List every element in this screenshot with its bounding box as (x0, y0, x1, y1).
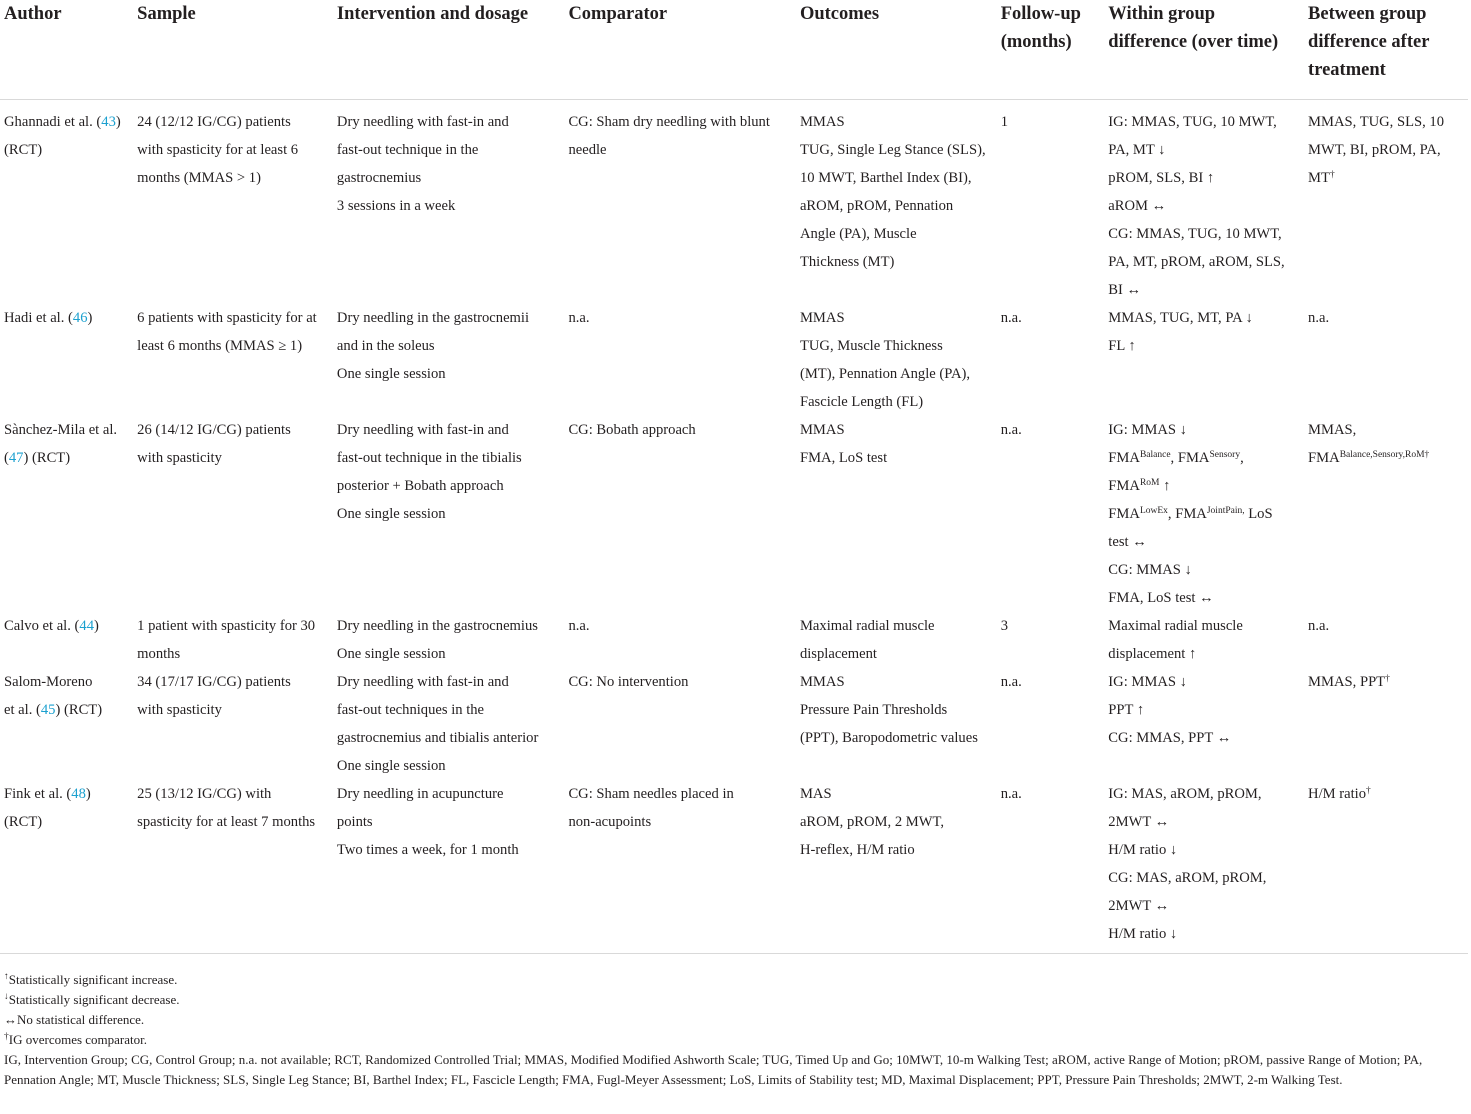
sample-cell (133, 416, 333, 612)
cell-line: spasticity for at least 7 months (137, 814, 316, 830)
cell-line: 2MWT ↔ (1108, 814, 1170, 830)
fma-label: FMA (1108, 478, 1140, 494)
author-line (4, 808, 129, 836)
outcomes-cell (796, 100, 997, 305)
cell-line: Angle (PA), Muscle (799, 226, 917, 242)
comma: , (1240, 450, 1244, 466)
cell-line: fast-out techniques in the (336, 702, 485, 718)
footnote-abbreviations: IG, Intervention Group; CG, Control Group; n.a. not available; RCT, Randomized Controlled Trial; MMAS, Modified Modified Ashworth Scale; TUG, Timed Up and Go; 10MWT, 10-m Walking Test; aROM, active Range of Motion; pROM, passive Range of Motion; PA, Pennation Angle; MT, Muscle Thickness; SLS, Single Leg Stance; BI, Barthel Index; FL, Fascicle Length; FMA, Fugl-Meyer Assessment; LoS, Limits of Stability test; MD, Maximal Displacement; PPT, Pressure Pain Thresholds; 2MWT, 2-m Walking Test. (4, 1052, 1423, 1087)
sample-cell (133, 100, 333, 305)
cell-line: n.a. (1000, 674, 1022, 690)
table-row (0, 668, 1468, 780)
within-cg: CG: MMAS ↓ (1108, 562, 1192, 578)
author-cell (0, 668, 133, 780)
up-arrow: ↑ (1163, 478, 1171, 494)
cell-line: TUG, Muscle Thickness (799, 338, 943, 354)
cell-line: least 6 months (MMAS ≥ 1) (137, 338, 303, 354)
outcomes-cell (796, 416, 997, 612)
cell-line: n.a. (1000, 422, 1022, 438)
cell-line: MMAS (799, 674, 845, 690)
author-cell (0, 304, 133, 416)
cell-line: One single session (336, 366, 446, 382)
superscript: Sensory (1209, 450, 1241, 460)
fma-label: FMA (1175, 506, 1207, 522)
between-text: H/M ratio (1308, 786, 1367, 802)
reference-link[interactable]: 47 (8, 450, 24, 466)
intervention-cell (333, 612, 565, 668)
cell-line (1108, 416, 1300, 444)
author-cell (0, 100, 133, 305)
study-design: (RCT) (4, 814, 43, 830)
cell-line: 10 MWT, Barthel Index (BI), (799, 170, 972, 186)
cell-line (1108, 556, 1300, 584)
cell-line: 24 (12/12 IG/CG) patients (137, 114, 291, 130)
table-body (0, 100, 1468, 954)
cell-line: 26 (14/12 IG/CG) patients (137, 422, 291, 438)
cell-line: Maximal radial muscle (799, 618, 935, 634)
followup-cell (997, 416, 1105, 612)
cell-line: Pressure Pain Thresholds (799, 702, 948, 718)
sample-cell (133, 668, 333, 780)
cell-line: months (137, 646, 181, 662)
cell-line: MMAS (799, 422, 845, 438)
outcomes-cell (796, 304, 997, 416)
author-name: Calvo et al. ( (4, 618, 80, 634)
cell-line: non-acupoints (568, 814, 652, 830)
cell-line: TUG, Single Leg Stance (SLS), (799, 142, 986, 158)
between-text: MMAS, TUG, SLS, 10 (1308, 114, 1445, 130)
cell-line: n.a. (568, 310, 590, 326)
within-cg-fma: FMA, LoS test ↔ (1108, 590, 1214, 606)
cell-line (1308, 164, 1464, 192)
within-ig: IG: MMAS ↓ (1108, 422, 1187, 438)
outcomes-cell (796, 612, 997, 668)
cell-line: Fascicle Length (FL) (799, 394, 924, 410)
author-line (4, 136, 129, 164)
superscript: JointPain, (1206, 506, 1245, 516)
cell-line: CG: MMAS, PPT ↔ (1108, 730, 1232, 746)
table-row (0, 304, 1468, 416)
cell-line: PA, MT ↓ (1108, 142, 1166, 158)
superscript: Balance,Sensory,RoM† (1339, 450, 1430, 460)
between-cell (1304, 612, 1468, 668)
cell-line: MAS (799, 786, 832, 802)
intervention-cell (333, 304, 565, 416)
comparator-cell (564, 668, 796, 780)
cell-line: CG: Sham dry needling with blunt (568, 114, 770, 130)
cell-line: pROM, SLS, BI ↑ (1108, 170, 1215, 186)
between-cell (1304, 780, 1468, 954)
cell-line (1308, 108, 1464, 136)
cell-line: One single session (336, 506, 446, 522)
author-cell (0, 780, 133, 954)
cell-line: Dry needling with fast-in and (336, 422, 509, 438)
cell-line (1108, 472, 1300, 500)
followup-cell (997, 668, 1105, 780)
followup-cell (997, 612, 1105, 668)
within-cell (1104, 780, 1304, 954)
comparator-cell (564, 612, 796, 668)
study-design: (RCT) (4, 142, 43, 158)
reference-link[interactable]: 48 (71, 786, 86, 802)
header-followup: Follow-up (months) (997, 0, 1105, 100)
footnote-decrease: ↓Statistically significant decrease. (4, 992, 180, 1007)
reference-link[interactable]: 45 (40, 702, 56, 718)
outcomes-cell (796, 668, 997, 780)
cell-line: with spasticity for at least 6 (137, 142, 299, 158)
author-prefix: et al. ( (4, 702, 41, 718)
cell-line: 1 patient with spasticity for 30 (137, 618, 316, 634)
between-cell (1304, 304, 1468, 416)
cell-line (1308, 668, 1464, 696)
cell-line: aROM ↔ (1108, 198, 1167, 214)
within-cell (1104, 304, 1304, 416)
cell-line: CG: MAS, aROM, pROM, (1108, 870, 1267, 886)
cell-line: with spasticity (137, 450, 222, 466)
cell-line: H/M ratio ↓ (1108, 926, 1178, 942)
author-tail: ) (87, 310, 93, 326)
cell-line: Dry needling in the gastrocnemii (336, 310, 530, 326)
cell-line (1108, 444, 1300, 472)
cell-line: Dry needling with fast-in and (336, 114, 509, 130)
followup-cell (997, 780, 1105, 954)
author-line (4, 304, 129, 332)
cell-line: 25 (13/12 IG/CG) with (137, 786, 272, 802)
reference-link[interactable]: 46 (72, 310, 88, 326)
superscript: † (1366, 786, 1371, 796)
between-text: n.a. (1308, 310, 1330, 326)
cell-line: FMA, LoS test (799, 450, 888, 466)
header-row (0, 0, 1468, 100)
fma-label: FMA (1308, 450, 1340, 466)
comparator-cell (564, 780, 796, 954)
table-row (0, 100, 1468, 305)
cell-line: 34 (17/17 IG/CG) patients (137, 674, 291, 690)
between-text: MMAS, PPT (1308, 674, 1386, 690)
comparator-cell (564, 304, 796, 416)
cell-line: Dry needling in acupuncture (336, 786, 504, 802)
author-line (4, 612, 129, 640)
cell-line: Thickness (MT) (799, 254, 895, 270)
cell-line: IG: MMAS ↓ (1108, 674, 1187, 690)
los-label: LoS (1248, 506, 1273, 522)
cell-line: Maximal radial muscle (1108, 618, 1243, 634)
comparator-cell (564, 416, 796, 612)
reference-link[interactable]: 43 (101, 114, 116, 130)
cell-line: (PPT), Baropodometric values (799, 730, 978, 746)
author-line (4, 444, 129, 472)
cell-line: needle (568, 142, 607, 158)
cell-line: MMAS (799, 114, 845, 130)
fma-label: FMA (1177, 450, 1210, 466)
footnote-dagger: †IG overcomes comparator. (4, 1032, 148, 1047)
comparator-cell (564, 100, 796, 305)
cell-line: months (MMAS > 1) (137, 170, 261, 186)
author-name: Fink et al. ( (4, 786, 72, 802)
header-comparator: Comparator (564, 0, 796, 100)
footnote-no-difference: ↔No statistical difference. (4, 1012, 145, 1027)
cell-line: MMAS, TUG, MT, PA ↓ (1108, 310, 1253, 326)
reference-link[interactable]: 44 (79, 618, 94, 634)
cell-line: fast-out technique in the (336, 142, 479, 158)
fma-label: FMA (1108, 450, 1140, 466)
sample-cell (133, 612, 333, 668)
cell-line: n.a. (1000, 310, 1022, 326)
superscript: LowEx (1139, 506, 1168, 516)
cell-line: Dry needling with fast-in and (336, 674, 509, 690)
followup-cell (997, 100, 1105, 305)
cell-line: CG: No intervention (568, 674, 689, 690)
cell-line: (MT), Pennation Angle (PA), (799, 366, 971, 382)
between-text: n.a. (1308, 618, 1330, 634)
followup-cell (997, 304, 1105, 416)
author-tail: ) (RCT) (23, 450, 71, 466)
header-between: Between group difference after treatment (1304, 0, 1468, 100)
author-cell (0, 612, 133, 668)
author-name: Sànchez-Mila et al. (4, 422, 118, 438)
cell-line: displacement ↑ (1108, 646, 1197, 662)
sample-cell (133, 304, 333, 416)
cell-line: BI ↔ (1108, 282, 1142, 298)
cell-line: Dry needling in the gastrocnemius (336, 618, 538, 634)
cell-line: 6 patients with spasticity for at (137, 310, 317, 326)
header-within: Within group difference (over time) (1104, 0, 1304, 100)
header-intervention: Intervention and dosage (333, 0, 565, 100)
cell-line: 2MWT ↔ (1108, 898, 1170, 914)
cell-line: MMAS (799, 310, 845, 326)
cell-line (1108, 584, 1300, 612)
superscript: Balance (1139, 450, 1171, 460)
between-text: MT (1308, 170, 1330, 186)
author-line (4, 668, 129, 696)
within-cell (1104, 612, 1304, 668)
cell-line: 3 sessions in a week (336, 198, 456, 214)
cell-line: aROM, pROM, 2 MWT, (799, 814, 944, 830)
cell-line: displacement (799, 646, 877, 662)
cell-line: PPT ↑ (1108, 702, 1145, 718)
cell-line: One single session (336, 646, 446, 662)
cell-line: FL ↑ (1108, 338, 1136, 354)
table-row (0, 416, 1468, 612)
los-test: test ↔ (1108, 534, 1147, 550)
between-text: MWT, BI, pROM, PA, (1308, 142, 1441, 158)
between-cell (1304, 100, 1468, 305)
cell-line: CG: Bobath approach (568, 422, 696, 438)
cell-line (1108, 500, 1300, 528)
cell-line (1108, 528, 1300, 556)
intervention-cell (333, 780, 565, 954)
author-name: Salom-Moreno (4, 674, 93, 690)
fma-label: FMA (1108, 506, 1140, 522)
cell-line: and in the soleus (336, 338, 435, 354)
author-cell (0, 416, 133, 612)
header-author: Author (0, 0, 133, 100)
cell-line: fast-out technique in the tibialis (336, 450, 522, 466)
author-tail: ) (93, 618, 99, 634)
cell-line: One single session (336, 758, 446, 774)
between-cell (1304, 416, 1468, 612)
header-outcomes: Outcomes (796, 0, 997, 100)
cell-line: points (336, 814, 373, 830)
cell-line: H-reflex, H/M ratio (799, 842, 915, 858)
footnote-increase: ↑Statistically significant increase. (4, 972, 178, 987)
comma: , (1167, 506, 1172, 522)
cell-line: n.a. (1000, 786, 1022, 802)
cell-line (1308, 612, 1464, 640)
author-tail: ) (115, 114, 121, 130)
author-tail: ) (RCT) (55, 702, 103, 718)
cell-line: H/M ratio ↓ (1108, 842, 1178, 858)
cell-line (1308, 444, 1464, 472)
sample-cell (133, 780, 333, 954)
superscript: RoM (1139, 478, 1160, 488)
header-sample: Sample (133, 0, 333, 100)
between-cell (1304, 668, 1468, 780)
cell-line: CG: Sham needles placed in (568, 786, 734, 802)
cell-line: IG: MAS, aROM, pROM, (1108, 786, 1262, 802)
cell-line: gastrocnemius and tibialis anterior (336, 730, 539, 746)
author-line (4, 696, 129, 724)
between-text: MMAS, (1308, 422, 1357, 438)
author-line (4, 416, 129, 444)
cell-line: PA, MT, pROM, aROM, SLS, (1108, 254, 1285, 270)
cell-line: Two times a week, for 1 month (336, 842, 519, 858)
cell-line: posterior + Bobath approach (336, 478, 504, 494)
table-footnotes (4, 970, 1466, 1090)
cell-line (1308, 304, 1464, 332)
table-row (0, 780, 1468, 954)
cell-line: gastrocnemius (336, 170, 422, 186)
author-tail: ) (85, 786, 91, 802)
author-line (4, 108, 129, 136)
table-row (0, 612, 1468, 668)
intervention-cell (333, 668, 565, 780)
within-cell (1104, 100, 1304, 305)
within-cell (1104, 416, 1304, 612)
intervention-cell (333, 100, 565, 305)
cell-line: 1 (1000, 114, 1009, 130)
superscript: † (1329, 170, 1335, 180)
cell-line (1308, 136, 1464, 164)
cell-line (1308, 416, 1464, 444)
intervention-cell (333, 416, 565, 612)
cell-line: n.a. (568, 618, 590, 634)
cell-line: with spasticity (137, 702, 222, 718)
cell-line: 3 (1000, 618, 1009, 634)
comma: , (1170, 450, 1175, 466)
author-name: Hadi et al. ( (4, 310, 73, 326)
cell-line (1308, 780, 1464, 808)
author-line (4, 780, 129, 808)
superscript: † (1385, 674, 1390, 684)
author-name: Ghannadi et al. ( (4, 114, 102, 130)
cell-line: IG: MMAS, TUG, 10 MWT, (1108, 114, 1277, 130)
within-cell (1104, 668, 1304, 780)
cell-line: CG: MMAS, TUG, 10 MWT, (1108, 226, 1282, 242)
author-prefix: ( (4, 450, 9, 466)
cell-line: aROM, pROM, Pennation (799, 198, 954, 214)
outcomes-cell (796, 780, 997, 954)
